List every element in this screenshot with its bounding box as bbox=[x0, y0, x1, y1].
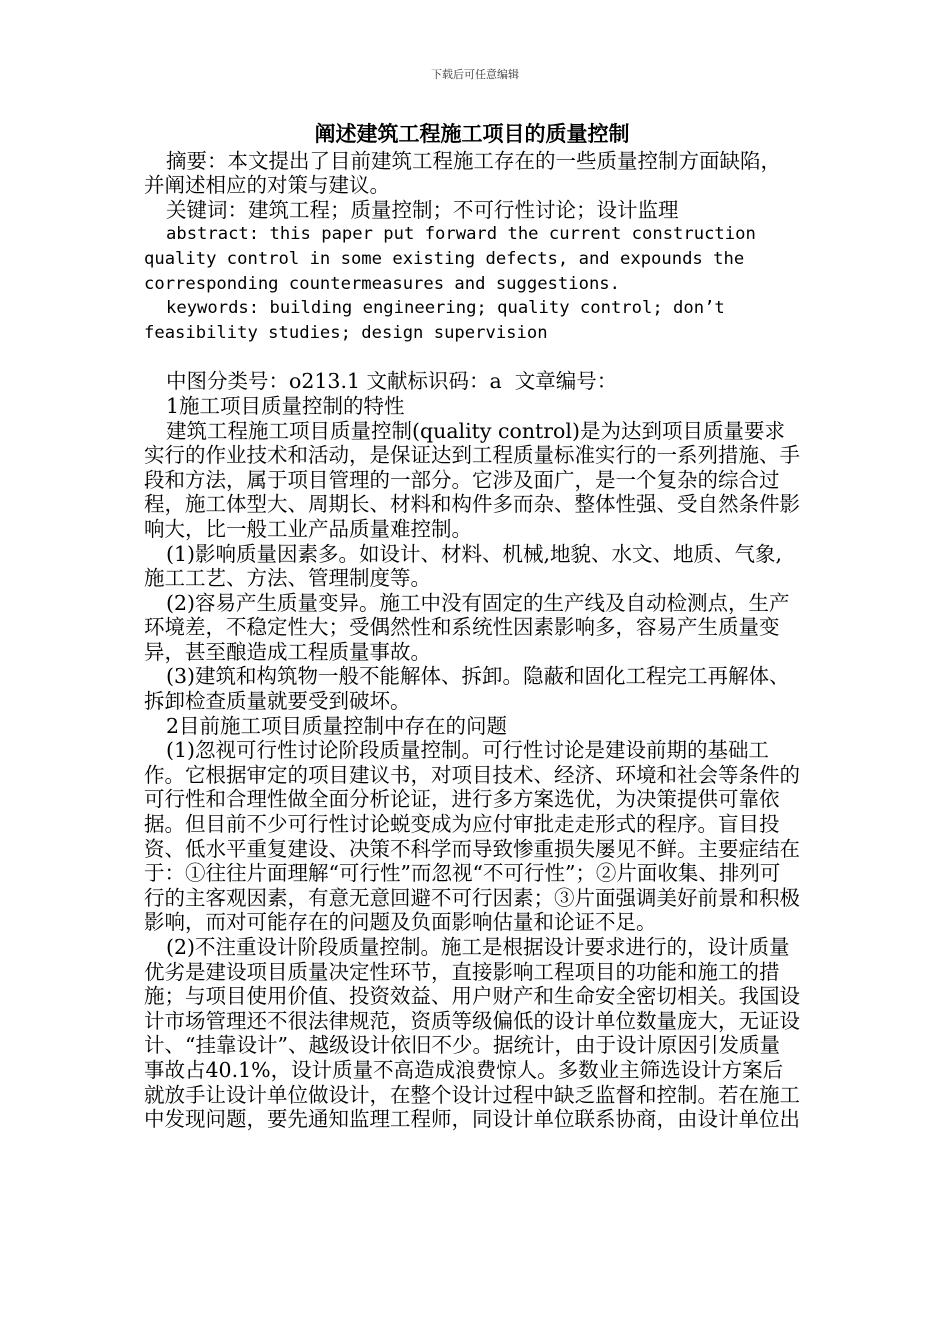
document-body bbox=[144, 122, 800, 1132]
section-1-heading: 1施工项目质量控制的特性 bbox=[166, 393, 405, 418]
keywords-cn: 关键词：建筑工程；质量控制；不可行性讨论；设计监理 bbox=[166, 197, 679, 222]
section-2-heading: 2目前施工项目质量控制中存在的问题 bbox=[166, 713, 508, 738]
section-1-body: 建筑工程施工项目质量控制(quality control)是为达到项目质量要求实行的作业技术和活动，是保证达到工程质量标准实行的一系列措施、手段和方法，属于项目管理的一部分。它涉及面广，是一个复杂的综合过程，施工体型大、周期长、材料和构件多而杂、整体性强、受自然条件影响大，比一般工业产品质量难控制。 bbox=[144, 418, 800, 541]
blank-line bbox=[144, 345, 800, 369]
keywords-en: keywords: building engineering; quality control; don’t feasibility studies; design supervision bbox=[144, 298, 736, 343]
section-1-item: (2)容易产生质量变异。施工中没有固定的生产线及自动检测点，生产环境差，不稳定性大；受偶然性和系统性因素影响多，容易产生质量变异，甚至酿造成工程质量事故。 bbox=[144, 590, 790, 664]
header-note: 下载后可任意编辑 bbox=[431, 68, 519, 81]
classification-line: 中图分类号：o213.1 文献标识码：a 文章编号： bbox=[166, 369, 618, 394]
abstract-cn: 摘要：本文提出了目前建筑工程施工存在的一些质量控制方面缺陷，并阐述相应的对策与建议。 bbox=[144, 148, 781, 198]
section-2-item: (1)忽视可行性讨论阶段质量控制。可行性讨论是建设前期的基础工作。它根据审定的项目建议书，对项目技术、经济、环境和社会等条件的可行性和合理性做全面分析论证，进行多方案选优，为决策提供可靠依据。但目前不少可行性讨论蜕变成为应付审批走走形式的程序。盲目投资、低水平重复建设、决策不科学而导致惨重损失屡见不鲜。主要症结在于：①往往片面理解“可行性”而忽视“不可行性”；②片面收集、排列可行的主客观因素，有意无意回避不可行因素；③片面强调美好前景和积极影响，而对可能存在的问题及负面影响估量和论证不足。 bbox=[144, 738, 800, 935]
abstract-en: abstract: this paper put forward the current construction quality control in some existing defects, and expounds the corresponding countermeasures and suggestions. bbox=[144, 224, 767, 294]
section-1-item: (3)建筑和构筑物一般不能解体、拆卸。隐蔽和固化工程完工再解体、拆卸检查质量就要受到破坏。 bbox=[144, 664, 790, 714]
section-1-item: (1)影响质量因素多。如设计、材料、机械,地貌、水文、地质、气象,施工工艺、方法、管理制度等。 bbox=[144, 541, 783, 591]
document-title: 阐述建筑工程施工项目的质量控制 bbox=[314, 121, 630, 146]
section-2-item: (2)不注重设计阶段质量控制。施工是根据设计要求进行的，设计质量优劣是建设项目质量决定性环节，直接影响工程项目的功能和施工的措施；与项目使用价值、投资效益、用户财产和生命安全密切相关。我国设计市场管理还不很法律规范，资质等级偏低的设计单位数量庞大，无证设计、“挂靠设计”、越级设计依旧不少。据统计，由于设计原因引发质量事故占40.1%，设计质量不高造成浪费惊人。多数业主筛选设计方案后就放手让设计单位做设计，在整个设计过程中缺乏监督和控制。若在施工中发现问题，要先通知监理工程师，同设计单位联系协商，由设计单位出 bbox=[144, 935, 800, 1132]
